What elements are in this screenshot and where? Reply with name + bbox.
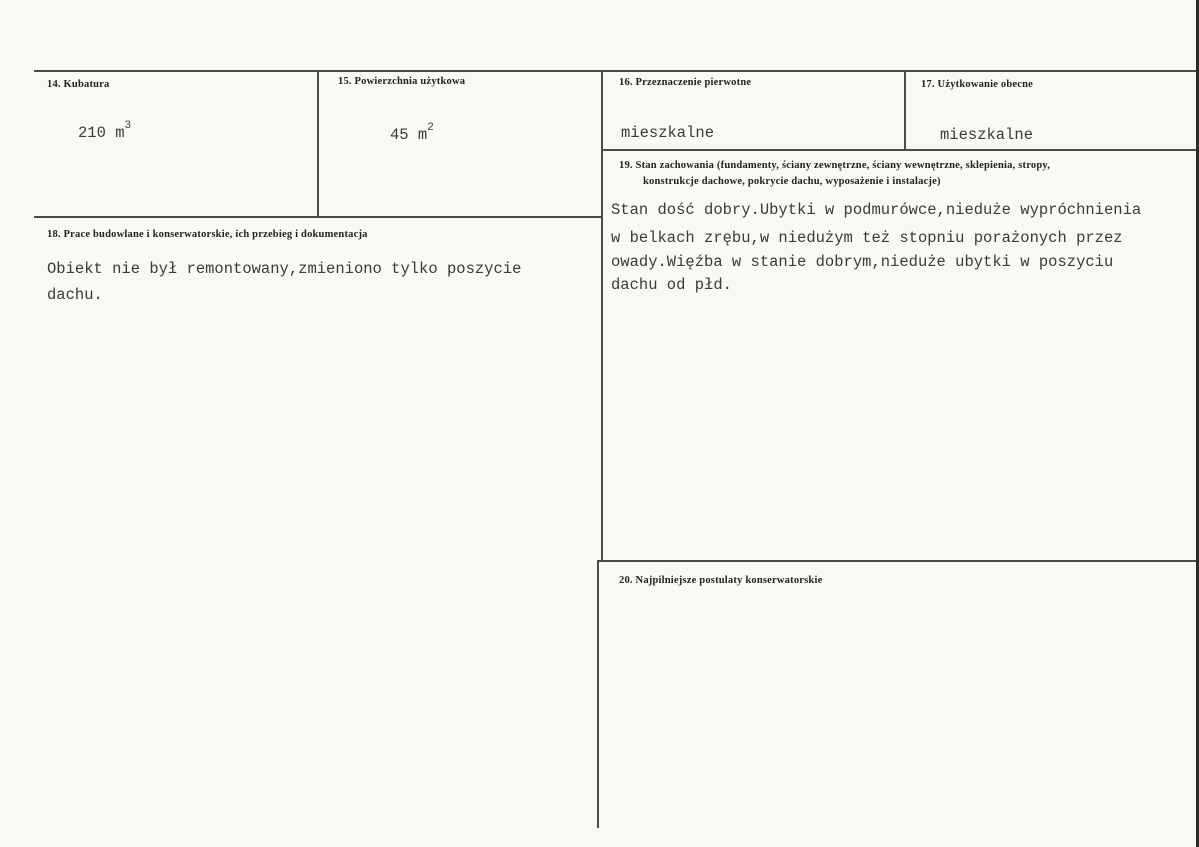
field-19-line-1: Stan dość dobry.Ubytki w podmurówce,nieduże wypróchnienia [611, 201, 1142, 219]
field-19-line-3: owady.Więźba w stanie dobrym,nieduże ubytki w poszyciu [611, 253, 1114, 271]
field-20-label: 20. Najpilniejsze postulaty konserwatorskie [619, 575, 823, 586]
line-above-20 [599, 560, 1196, 562]
divider-left-right-lower [597, 560, 599, 828]
field-14-exponent: 3 [124, 120, 132, 132]
field-14-value [78, 117, 131, 145]
field-18-label: 18. Prace budowlane i konserwatorskie, ich przebieg i dokumentacja [47, 229, 368, 240]
line-under-16-17 [601, 149, 1196, 151]
field-19-line-4: dachu od płd. [611, 276, 732, 294]
field-15-value [390, 119, 434, 147]
field-16-value: mieszkalne [621, 124, 715, 142]
field-19-label-line-1: 19. Stan zachowania (fundamenty, ściany zewnętrzne, ściany wewnętrzne, sklepienia, stropy, [619, 160, 1051, 171]
field-15-number: 45 m [390, 126, 428, 145]
field-19-label-line-2: konstrukcje dachowe, pokrycie dachu, wyposażenie i instalacje) [643, 176, 941, 187]
field-14-number: 210 m [78, 124, 125, 143]
divider-16-17 [904, 70, 906, 150]
field-15-label: 15. Powierzchnia użytkowa [338, 76, 466, 87]
line-under-14-15 [34, 216, 602, 218]
field-16-label: 16. Przeznaczenie pierwotne [619, 77, 752, 88]
field-14-label: 14. Kubatura [47, 79, 110, 90]
field-15-exponent: 2 [427, 122, 434, 134]
divider-14-15 [317, 70, 319, 217]
field-18-line-1: Obiekt nie był remontowany,zmieniono tylko poszycie [47, 260, 522, 278]
top-border [34, 70, 1196, 72]
field-18-line-2: dachu. [47, 286, 103, 304]
field-19-line-2: w belkach zrębu,w niedużym też stopniu porażonych przez [611, 229, 1123, 247]
field-17-label: 17. Użytkowanie obecne [921, 79, 1034, 90]
divider-left-right [601, 70, 603, 562]
field-17-value: mieszkalne [940, 126, 1034, 144]
